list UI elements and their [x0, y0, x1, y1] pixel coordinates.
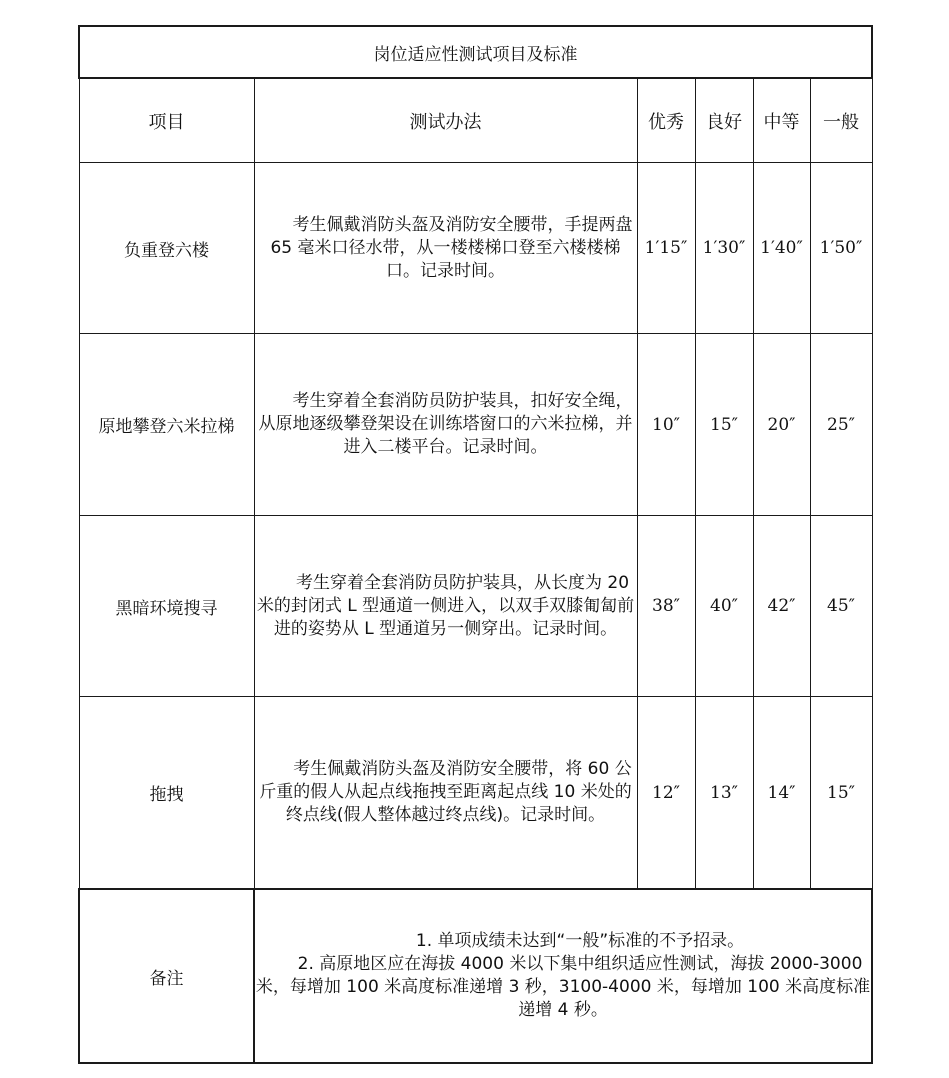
row-excellent: 10″ — [637, 334, 695, 516]
standards-table — [78, 25, 873, 1064]
row-method — [254, 516, 637, 697]
remarks-label: 备注 — [79, 889, 254, 1063]
row-method-text: 考生穿着全套消防员防护装具，从长度为 20 米的封闭式 L 型通道一侧进入，以双手双膝匍匐前进的姿势从 L 型通道另一侧穿出。记录时间。 — [256, 572, 635, 639]
row-method-text: 考生佩戴消防头盔及消防安全腰带，将 60 公斤重的假人从起点线拖拽至距离起点线 10 米处的终点线(假人整体越过终点线)。记录时间。 — [259, 759, 632, 825]
row-item: 原地攀登六米拉梯 — [79, 334, 254, 516]
row-general: 15″ — [810, 697, 872, 890]
header-excellent: 优秀 — [637, 78, 695, 163]
row-good: 15″ — [695, 334, 753, 516]
header-method: 测试办法 — [254, 78, 637, 163]
row-method — [254, 163, 637, 334]
table-row — [79, 697, 872, 890]
row-general: 45″ — [810, 516, 872, 697]
row-item: 负重登六楼 — [79, 163, 254, 334]
header-general: 一般 — [810, 78, 872, 163]
row-medium: 20″ — [753, 334, 810, 516]
row-good: 40″ — [695, 516, 753, 697]
table-title: 岗位适应性测试项目及标准 — [79, 26, 872, 78]
row-method-text: 考生穿着全套消防员防护装具，扣好安全绳，从原地逐级攀登架设在训练塔窗口的六米拉梯，并进入二楼平台。记录时间。 — [258, 391, 633, 457]
header-row — [79, 78, 872, 163]
row-excellent: 12″ — [637, 697, 695, 890]
header-item: 项目 — [79, 78, 254, 163]
table-row — [79, 163, 872, 334]
row-medium: 42″ — [753, 516, 810, 697]
row-good: 13″ — [695, 697, 753, 890]
row-method — [254, 334, 637, 516]
table-row — [79, 334, 872, 516]
row-item: 黑暗环境搜寻 — [79, 516, 254, 697]
remark-line: 2. 高原地区应在海拔 4000 米以下集中组织适应性测试，海拔 2000-3000 米，每增加 100 米高度标准递增 3 秒，3100-4000 米，每增加 100 米高度标准递增 4 秒。 — [255, 954, 871, 1020]
header-good: 良好 — [695, 78, 753, 163]
row-excellent: 38″ — [637, 516, 695, 697]
row-general: 25″ — [810, 334, 872, 516]
remarks-content — [254, 889, 872, 1063]
header-medium: 中等 — [753, 78, 810, 163]
table-row — [79, 516, 872, 697]
row-medium: 1′40″ — [753, 163, 810, 334]
row-good: 1′30″ — [695, 163, 753, 334]
row-method — [254, 697, 637, 890]
row-item: 拖拽 — [79, 697, 254, 890]
row-excellent: 1′15″ — [637, 163, 695, 334]
row-general: 1′50″ — [810, 163, 872, 334]
row-medium: 14″ — [753, 697, 810, 890]
remarks-row — [79, 889, 872, 1063]
remark-line: 1. 单项成绩未达到“一般”标准的不予招录。 — [415, 931, 745, 951]
row-method-text: 考生佩戴消防头盔及消防安全腰带，手提两盘 65 毫米口径水带，从一楼楼梯口登至六楼楼梯口。记录时间。 — [270, 214, 633, 281]
